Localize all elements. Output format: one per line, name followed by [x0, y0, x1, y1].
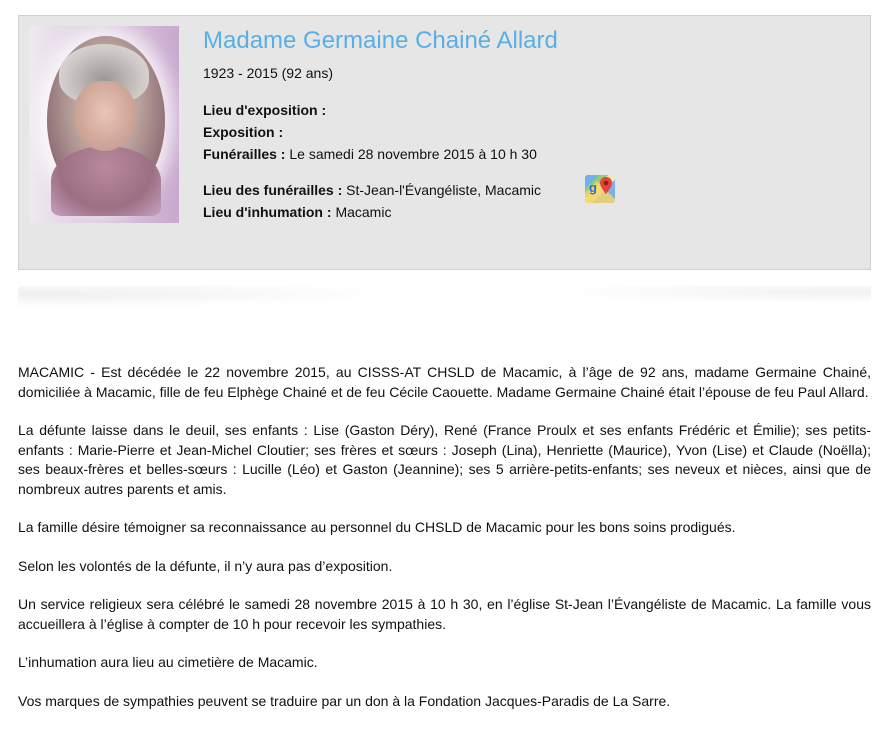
funerailles-value: Le samedi 28 novembre 2015 à 10 h 30 — [289, 146, 537, 162]
portrait-photo — [29, 26, 179, 223]
obituary-paragraph: La défunte laisse dans le deuil, ses enfants : Lise (Gaston Déry), René (France Proulx et ses enfants Frédéric et Émilie); ses petits-enfants : Marie-Pierre et Jean-Michel Cloutier; ses frères et sœurs : Joseph (Lina), Henriette (Maurice), Yvon (Lise) et Claude (Noëlla); ses beaux-frères et belles-sœurs : Lucille (Léo) et Gaston (Jeannine); ses 5 arrière-petits-enfants; ses neveux et nièces, ainsi que de nombreux autres parents et amis. — [18, 422, 871, 497]
funerailles-row — [203, 146, 537, 162]
obituary-paragraph: Selon les volontés de la défunte, il n’y aura pas d’exposition. — [18, 557, 393, 574]
obituary-paragraph: La famille désire témoigner sa reconnaissance au personnel du CHSLD de Macamic pour les bons soins prodigués. — [18, 519, 736, 535]
funerailles-label: Funérailles : — [203, 146, 286, 162]
exposition-row — [203, 124, 283, 140]
lieu-inhumation-row — [203, 204, 391, 220]
lieu-inhumation-label: Lieu d'inhumation : — [203, 204, 332, 220]
svg-text:g: g — [589, 180, 597, 195]
exposition-label: Exposition : — [203, 124, 284, 140]
life-dates: 1923 - 2015 (92 ans) — [203, 65, 333, 81]
obituary-text — [18, 363, 871, 730]
lieu-funerailles-value: St-Jean-l'Évangéliste, Macamic — [346, 182, 542, 198]
obituary-paragraph: MACAMIC - Est décédée le 22 novembre 2015, au CISSS-AT CHSLD de Macamic, à l’âge de 92 ans, madame Germaine Chainé, domiciliée à Macamic, fille de feu Elphège Chainé et de feu Cécile Caouette. Madame Germaine Chainé était l’épouse de feu Paul Allard. — [18, 364, 871, 400]
obituary-header — [18, 15, 871, 270]
lieu-inhumation-value: Macamic — [335, 204, 392, 220]
obituary-paragraph: L’inhumation aura lieu au cimetière de Macamic. — [18, 654, 318, 670]
obituary-paragraph: Vos marques de sympathies peuvent se traduire par un don à la Fondation Jacques-Paradis de La Sarre. — [18, 692, 671, 709]
deceased-name: Madame Germaine Chainé Allard — [203, 27, 558, 54]
lieu-exposition-label: Lieu d'exposition : — [203, 102, 327, 118]
obituary-paragraph: Un service religieux sera célébré le samedi 28 novembre 2015 à 10 h 30, en l’église St-Jean l’Évangéliste de Macamic. La famille vous accueillera à l’église à compter de 10 h pour recevoir les sympathies. — [18, 596, 871, 632]
google-maps-icon[interactable] — [585, 175, 615, 203]
lieu-exposition-row — [203, 102, 326, 118]
lieu-funerailles-label: Lieu des funérailles : — [203, 182, 343, 198]
decorative-divider — [18, 286, 871, 326]
lieu-funerailles-row — [203, 182, 541, 198]
